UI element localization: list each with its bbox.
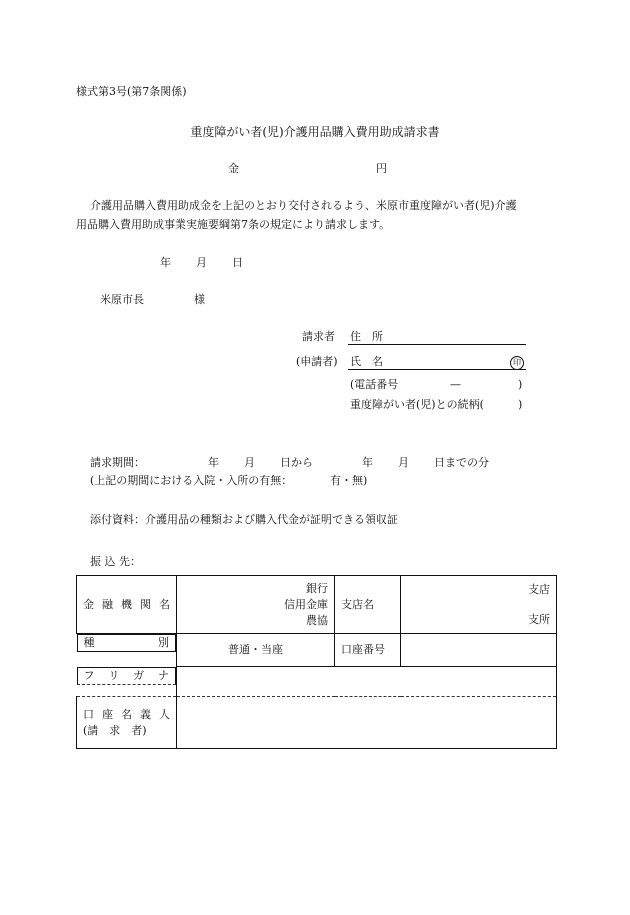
hospital-options: 有・無)	[330, 474, 368, 487]
bank-row-type	[77, 634, 557, 667]
date-year: 年	[160, 256, 171, 269]
date-month: 月	[196, 256, 207, 269]
relation-close: )	[518, 398, 523, 411]
name-label: 氏 名	[350, 355, 383, 368]
document-title: 重度障がい者(児)介護用品購入費用助成請求書	[190, 125, 440, 139]
phone-dash: —	[450, 378, 461, 391]
account-type-cell[interactable]: 普通・当座	[177, 634, 335, 667]
bank-table	[76, 575, 557, 749]
bank-row-furigana	[77, 667, 557, 697]
address-label: 住 所	[350, 330, 383, 343]
form-number: 様式第3号(第7条関係)	[76, 85, 187, 98]
bank-type-credit: 信用金庫	[284, 597, 328, 611]
body-text-line1: 介護用品購入費用助成金を上記のとおり交付されるよう、米原市重度障がい者(児)介護	[90, 199, 517, 212]
branch-suffix-shisho: 支所	[528, 612, 550, 626]
bank-row-holder	[77, 697, 557, 749]
period-month2: 月	[398, 456, 409, 469]
date-day: 日	[232, 256, 243, 269]
holder-cell[interactable]	[177, 697, 557, 749]
bank-type-coop: 農協	[306, 613, 328, 627]
applicant-label: (申請者)	[296, 355, 338, 368]
amount-yen: 円	[376, 162, 387, 175]
period-year1: 年	[208, 456, 219, 469]
period-year2: 年	[362, 456, 373, 469]
address-underline	[348, 344, 526, 345]
bank-type-bank: 銀行	[306, 581, 328, 595]
account-number-cell[interactable]	[401, 634, 557, 667]
addressee-name: 米原市長	[100, 293, 144, 306]
body-text-line2: 用品購入費用助成事業実施要綱第7条の規定により請求します。	[76, 218, 391, 231]
period-day1: 日から	[280, 456, 313, 469]
hospital-note: (上記の期間における入院・入所の有無：	[90, 474, 293, 487]
branch-cell[interactable]	[401, 576, 557, 634]
bank-row-institution	[77, 576, 557, 634]
furigana-cell[interactable]	[177, 667, 557, 697]
bank-type-cell[interactable]	[177, 576, 335, 634]
period-day2: 日までの分	[434, 456, 489, 469]
relation-label: 重度障がい者(児)との続柄(	[350, 398, 484, 411]
institution-label: 金 融 機 関 名	[83, 597, 170, 611]
holder-sub-label: (請 求 者)	[83, 723, 147, 737]
period-label: 請求期間：	[90, 456, 145, 469]
holder-label: 口 座 名 義 人	[83, 707, 170, 721]
phone-label: (電話番号	[350, 378, 399, 391]
name-underline	[348, 369, 526, 370]
addressee-honorific: 様	[194, 293, 205, 306]
claimant-label: 請求者	[302, 330, 335, 343]
phone-close: )	[518, 378, 523, 391]
attachment-note: 添付資料：介護用品の種類および購入代金が証明できる領収証	[90, 513, 398, 526]
branch-suffix-shiten: 支店	[528, 582, 550, 596]
furigana-label: フ リ ガ ナ	[77, 667, 177, 685]
period-month1: 月	[244, 456, 255, 469]
transfer-label: 振 込 先：	[90, 555, 141, 568]
branch-label: 支店名	[335, 576, 401, 634]
type-label: 種 別	[77, 634, 177, 652]
account-number-label: 口座番号	[335, 634, 401, 667]
seal-mark: 印	[510, 356, 524, 370]
amount-kin: 金	[228, 162, 239, 175]
